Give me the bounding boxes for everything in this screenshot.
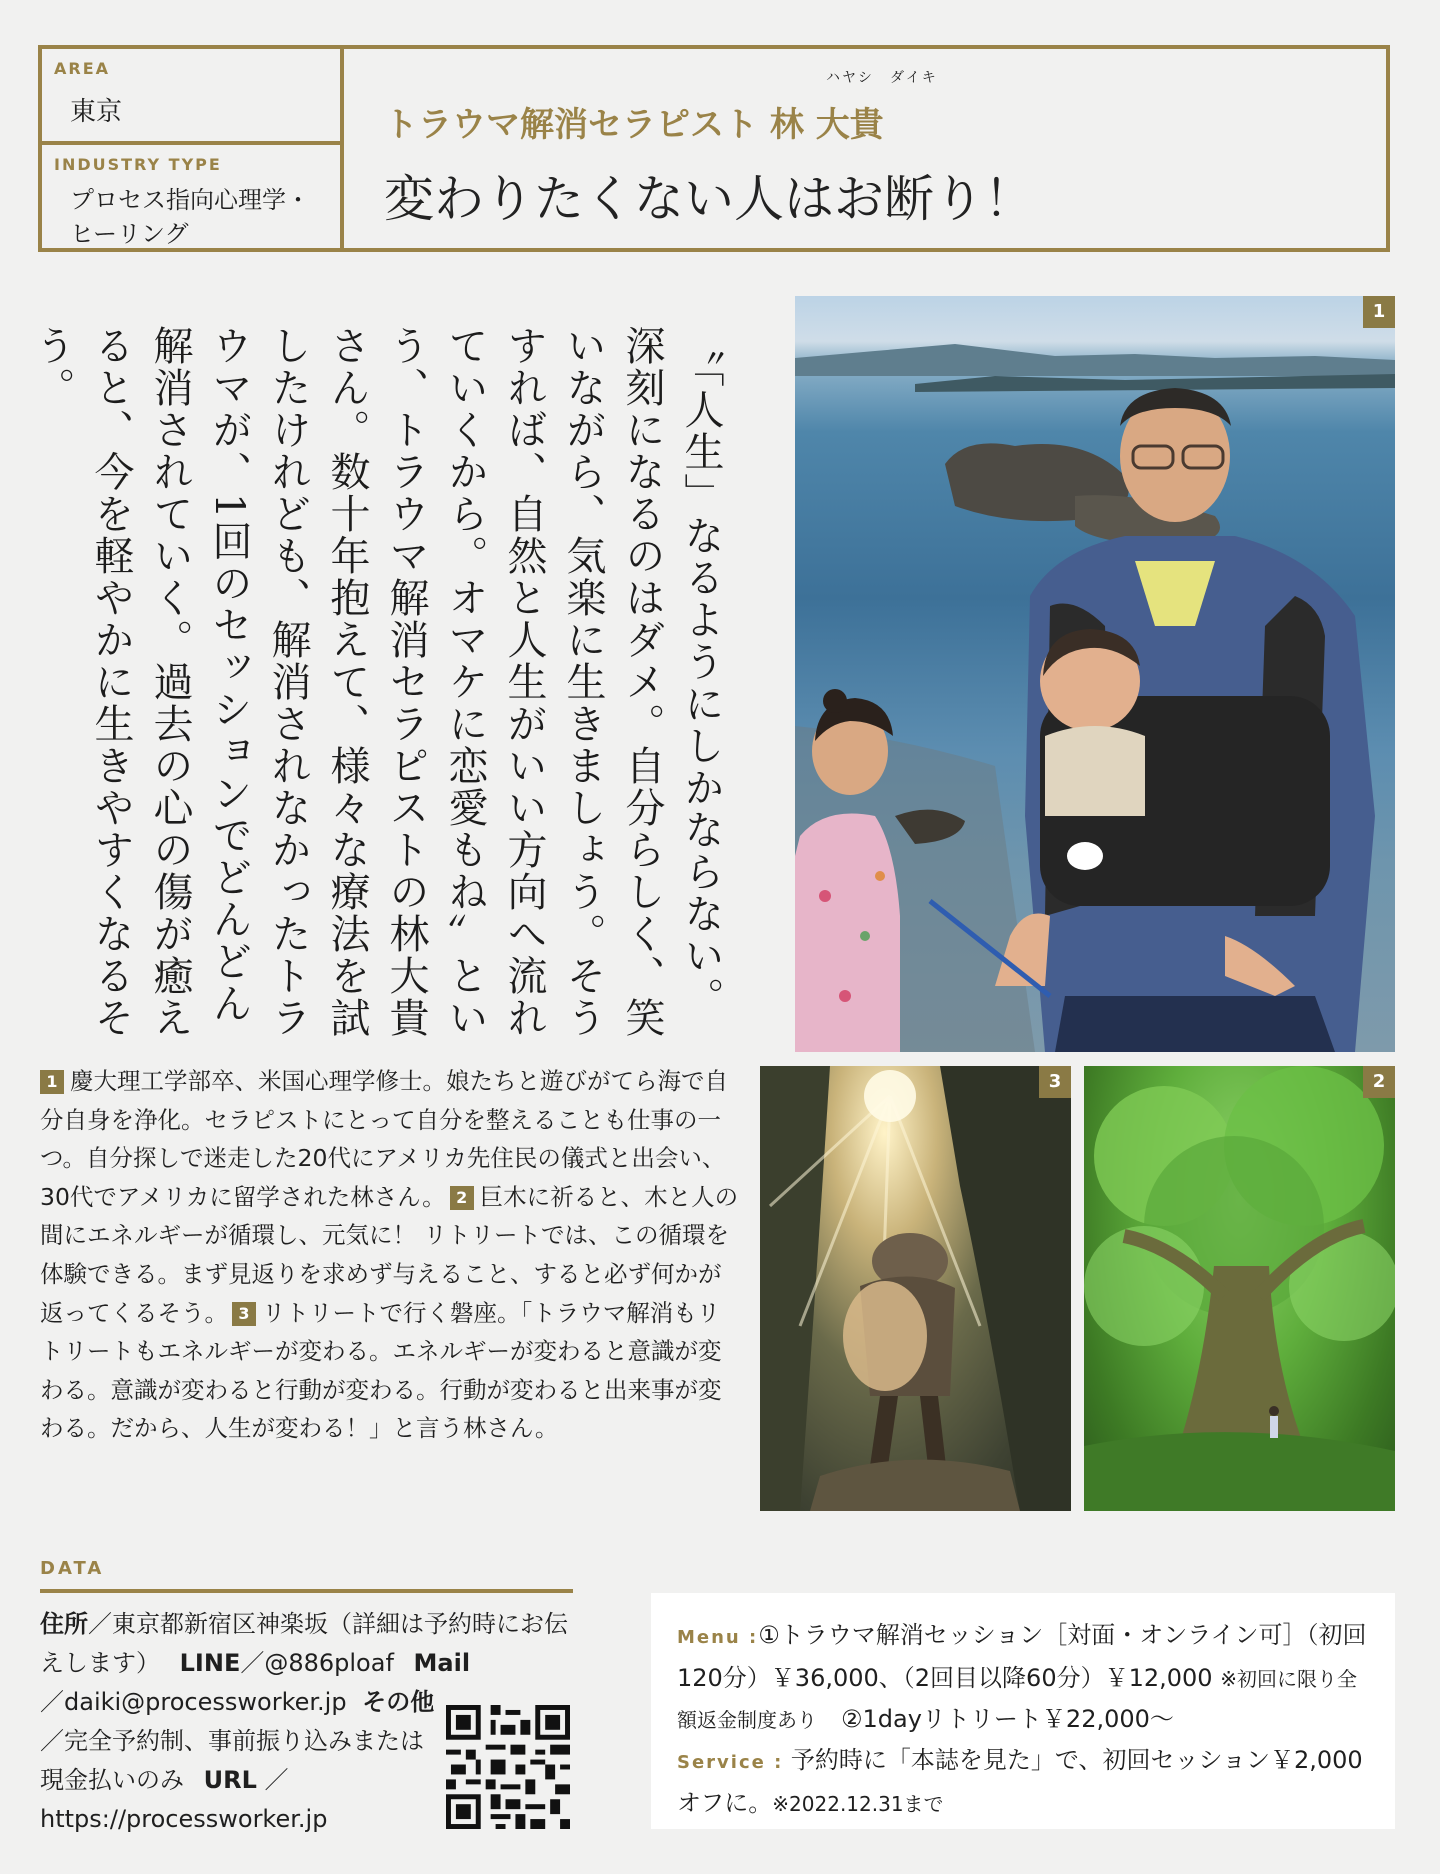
ruby-surname: ハヤシ xyxy=(826,70,874,86)
line-value: ／@886ploaf xyxy=(240,1649,394,1677)
main-title: 変わりたくない人はお断り！ xyxy=(384,170,1034,228)
caption-number-2: 2 xyxy=(450,1186,474,1210)
menu-text-a: ①トラウマ解消セッション［対面・オンライン可］（初回120分）￥36,000、（2回目以降60分）￥12,000 xyxy=(677,1621,1367,1692)
mail-label: Mail xyxy=(413,1649,471,1677)
data-divider xyxy=(40,1589,573,1593)
caption-number-1: 1 xyxy=(40,1070,64,1094)
area-cell xyxy=(42,49,344,145)
menu-note: ※初回に限り全額返金制度あり xyxy=(677,1667,1357,1732)
area-label: AREA xyxy=(54,59,111,78)
title-area xyxy=(344,49,1386,248)
photo-iwakura xyxy=(760,1066,1071,1511)
header-box xyxy=(38,45,1390,252)
qr-code[interactable] xyxy=(446,1705,570,1829)
industry-value xyxy=(70,183,340,251)
photo-seaside-illustration xyxy=(795,296,1395,1052)
name-given: 大貴 xyxy=(815,105,884,145)
url-value[interactable]: ／https://processworker.jp xyxy=(40,1766,328,1833)
ruby-given: ダイキ xyxy=(890,70,938,86)
mail-value[interactable]: ／daiki@processworker.jp xyxy=(40,1688,347,1716)
photo-captions xyxy=(40,1062,740,1448)
service-note: ※2022.12.31まで xyxy=(772,1792,944,1816)
address-value: ／東京都新宿区神楽坂（詳細は予約時にお伝えします） xyxy=(40,1610,568,1677)
caption-number-3: 3 xyxy=(232,1302,256,1326)
photo-giant-tree-number: 2 xyxy=(1363,1066,1395,1098)
industry-label: INDUSTRY TYPE xyxy=(54,155,222,174)
area-value: 東京 xyxy=(70,97,123,127)
industry-value-line2: ヒーリング xyxy=(70,220,189,248)
data-label: DATA xyxy=(40,1558,105,1579)
industry-cell xyxy=(42,145,344,252)
menu-block xyxy=(677,1615,1369,1740)
photo-giant-tree-illustration xyxy=(1084,1066,1395,1511)
photo-seaside-number: 1 xyxy=(1363,296,1395,328)
caption-text-3: リトリートで行く磐座。「トラウマ解消もリトリートもエネルギーが変わる。エネルギーが変わると意識が変わる。意識が変わると行動が変わる。行動が変わると出来事が変わる。だから、人生が変わる！」と言う林さん。 xyxy=(40,1298,722,1443)
service-block xyxy=(677,1740,1369,1824)
industry-value-line1: プロセス指向心理学・ xyxy=(70,186,310,214)
menu-text-b: ②1dayリトリート￥22,000〜 xyxy=(817,1705,1174,1733)
subtitle xyxy=(384,97,884,146)
caption-text-2: 巨木に祈ると、木と人の間にエネルギーが循環し、元気に！ リトリートでは、この循環を体験できる。まず見返りを求めず与えること、すると必ず何かが返ってくるそう。 xyxy=(40,1182,739,1327)
name-surname: 林 xyxy=(769,105,804,145)
service-text: 予約時に「本誌を見た」で、初回セッション￥2,000オフに。 xyxy=(677,1746,1363,1817)
photo-iwakura-number: 3 xyxy=(1039,1066,1071,1098)
menu-label: Menu : xyxy=(677,1627,759,1648)
address-label: 住所 xyxy=(40,1610,88,1638)
photo-seaside xyxy=(795,296,1395,1052)
photo-giant-tree xyxy=(1084,1066,1395,1511)
other-label: その他 xyxy=(362,1688,435,1716)
subtitle-prefix: トラウマ解消セラピスト xyxy=(384,105,758,145)
line-label: LINE xyxy=(179,1649,241,1677)
caption-text-1: 慶大理工学部卒、米国心理学修士。娘たちと遊びがてら海で自分自身を浄化。セラピストにとって自分を整えることも仕事の一つ。自分探しで迷走した20代にアメリカ先住民の儀式と出会い、30代でアメリカに留学された林さん。 xyxy=(40,1067,728,1211)
other-value: ／完全予約制、事前振り込みまたは現金払いのみ xyxy=(40,1727,424,1794)
url-label: URL xyxy=(203,1766,257,1794)
service-label: Service : xyxy=(677,1752,784,1773)
photo-iwakura-illustration xyxy=(760,1066,1071,1511)
lead-text: 〝「人生」なるようにしかならない。深刻になるのはダメ。自分らしく、笑いながら、気楽に生きましょう。そうすれば、自然と人生がいい方向へ流れていくから。オマケに恋愛もね〟という、トラウマ解消セラピストの林大貴さん。数十年抱えて、様々な療法を試したけれども、解消されなかったトラウマが、1回のセッションでどんどん解消されていく。過去の心の傷が癒えると、今を軽やかに生きやすくなるそう。 xyxy=(29,325,724,1039)
menu-service-box xyxy=(651,1593,1395,1829)
